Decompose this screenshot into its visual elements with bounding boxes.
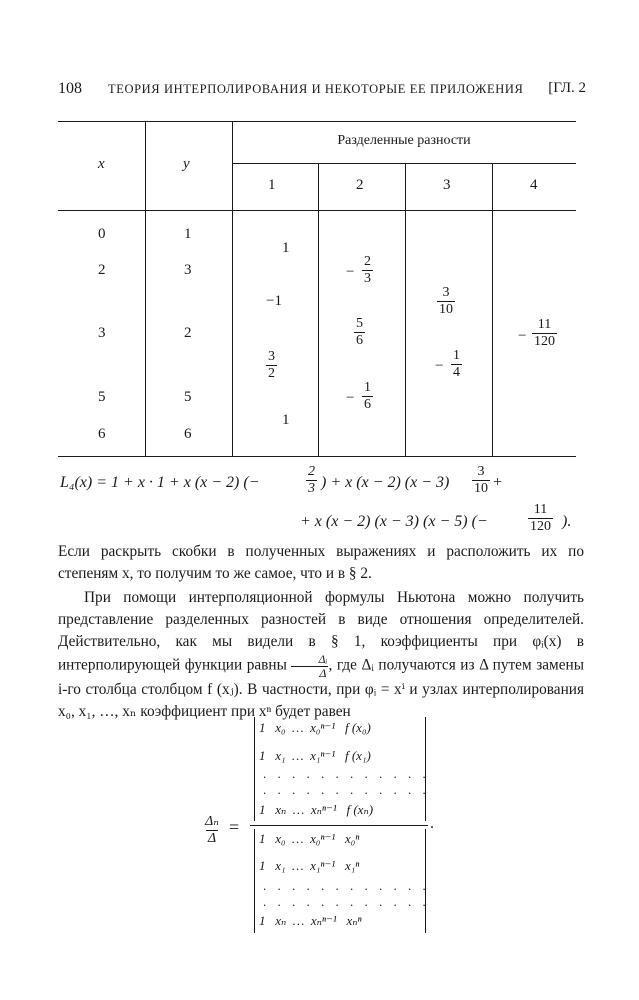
col-divider-3 — [318, 163, 319, 456]
table-header-rule — [58, 210, 576, 211]
inline-fraction: $\frac{\text{Δᵢ}}{\Delta}$ — [291, 653, 328, 679]
y-value: 6 — [184, 426, 192, 442]
group-header: Разделенные разности — [337, 133, 471, 148]
x-value: 6 — [98, 426, 106, 442]
diff1-fraction: $\frac{3}{2}$ — [268, 349, 275, 381]
formula-fraction: $\frac{2}{3}$ — [308, 464, 315, 496]
col-divider-4 — [405, 163, 406, 456]
x-value: 2 — [98, 262, 106, 278]
table-group-rule — [232, 163, 576, 164]
order-4: 4 — [530, 177, 538, 193]
chapter-label: [ГЛ. 2 — [548, 80, 586, 96]
order-2: 2 — [356, 177, 364, 193]
formula-line2-b: ). — [562, 513, 572, 530]
col-header-x: x — [98, 156, 105, 172]
formula-line1-a: L₄(x) = 1 + x · 1 + x (x − 2) (− — [60, 474, 260, 491]
x-value: 3 — [98, 325, 106, 341]
end-period: . — [430, 815, 434, 832]
paragraph-2-part2: , где Δᵢ получаются из Δ путем замены i-го столбца столбцом f (xⱼ). В частности, при φᵢ = xⁱ и узлах интерполирования x₀, x₁, …, xₙ коэффициент при xⁿ будет равен — [58, 656, 584, 721]
paragraph-2 — [58, 587, 584, 723]
col-divider-5 — [492, 163, 493, 456]
formula-line2-a: + x (x − 2) (x − 3) (x − 5) (− — [300, 513, 488, 530]
det-left-bar — [254, 829, 255, 933]
det-row: 1 x₀ … x₀ⁿ⁻¹ x₀ⁿ — [259, 831, 360, 846]
diff3-sign: − — [435, 358, 444, 374]
formula-fraction: $\frac{11}{120}$ — [530, 502, 551, 534]
page-number: 108 — [58, 80, 82, 97]
equals-sign: = — [229, 817, 240, 837]
det-row: 1 x₁ … x₁ⁿ⁻¹ f (x₁) — [259, 748, 371, 763]
formula-fraction: $\frac{3}{10}$ — [474, 464, 488, 496]
x-value: 5 — [98, 389, 106, 405]
diff1-value: 1 — [282, 240, 290, 256]
running-title: ТЕОРИЯ ИНТЕРПОЛИРОВАНИЯ И НЕКОТОРЫЕ ЕЕ ПРИЛОЖЕНИЯ — [108, 82, 524, 96]
det-left-bar — [254, 717, 255, 821]
y-value: 3 — [184, 262, 192, 278]
y-value: 5 — [184, 389, 192, 405]
diff2-sign: − — [346, 264, 355, 280]
det-row: 1 x₁ … x₁ⁿ⁻¹ x₁ⁿ — [259, 858, 360, 873]
table-bottom-rule — [58, 456, 576, 457]
y-value: 1 — [184, 226, 192, 242]
col-header-y: y — [183, 156, 190, 172]
order-1: 1 — [268, 177, 276, 193]
formula-line1-c: + — [492, 474, 503, 491]
det-row: 1 x₀ … x₀ⁿ⁻¹ f (x₀) — [259, 720, 371, 735]
col-divider-2 — [232, 121, 233, 456]
formula-line1-b: ) + x (x − 2) (x − 3) — [321, 474, 450, 491]
diff2-fraction: $\frac{1}{6}$ — [364, 380, 371, 412]
lhs-fraction: $\frac{\text{Δₙ}}{\Delta}$ — [205, 814, 219, 846]
det-dots: . . . . . . . . . . . . — [263, 894, 430, 909]
diff2-fraction: $\frac{5}{6}$ — [356, 316, 363, 348]
det-row: 1 xₙ … xₙⁿ⁻¹ xₙⁿ — [259, 913, 362, 928]
diff1-value: 1 — [282, 412, 290, 428]
paragraph-2-part1: При помощи интерполяционной формулы Ньютона можно получить представление разделенных разностей в виде отношения определителей. Действительно, как мы видели в § 1, коэффициенты при φᵢ(x) в интерполирующей функции равны — [58, 589, 584, 674]
det-row: 1 xₙ … xₙⁿ⁻¹ f (xₙ) — [259, 802, 374, 817]
det-dots: . . . . . . . . . . . . — [263, 766, 430, 781]
table-top-rule — [58, 121, 576, 122]
diff2-fraction: $\frac{2}{3}$ — [364, 254, 371, 286]
y-value: 2 — [184, 325, 192, 341]
det-dots: . . . . . . . . . . . . — [263, 782, 430, 797]
x-value: 0 — [98, 226, 106, 242]
paragraph-1: Если раскрыть скобки в полученных выражениях и расположить их по степеням x, то получим то же самое, что и в § 2. — [58, 543, 584, 582]
diff3-fraction: $\frac{3}{10}$ — [439, 285, 453, 317]
diff2-sign: − — [346, 390, 355, 406]
diff4-fraction: $\frac{11}{120}$ — [534, 317, 555, 349]
col-divider-1 — [145, 121, 146, 456]
diff4-sign: − — [518, 328, 527, 344]
order-3: 3 — [443, 177, 451, 193]
diff3-fraction: $\frac{1}{4}$ — [453, 348, 460, 380]
det-dots: . . . . . . . . . . . . — [263, 878, 430, 893]
fraction-bar — [250, 825, 428, 826]
diff1-value: −1 — [266, 293, 282, 309]
